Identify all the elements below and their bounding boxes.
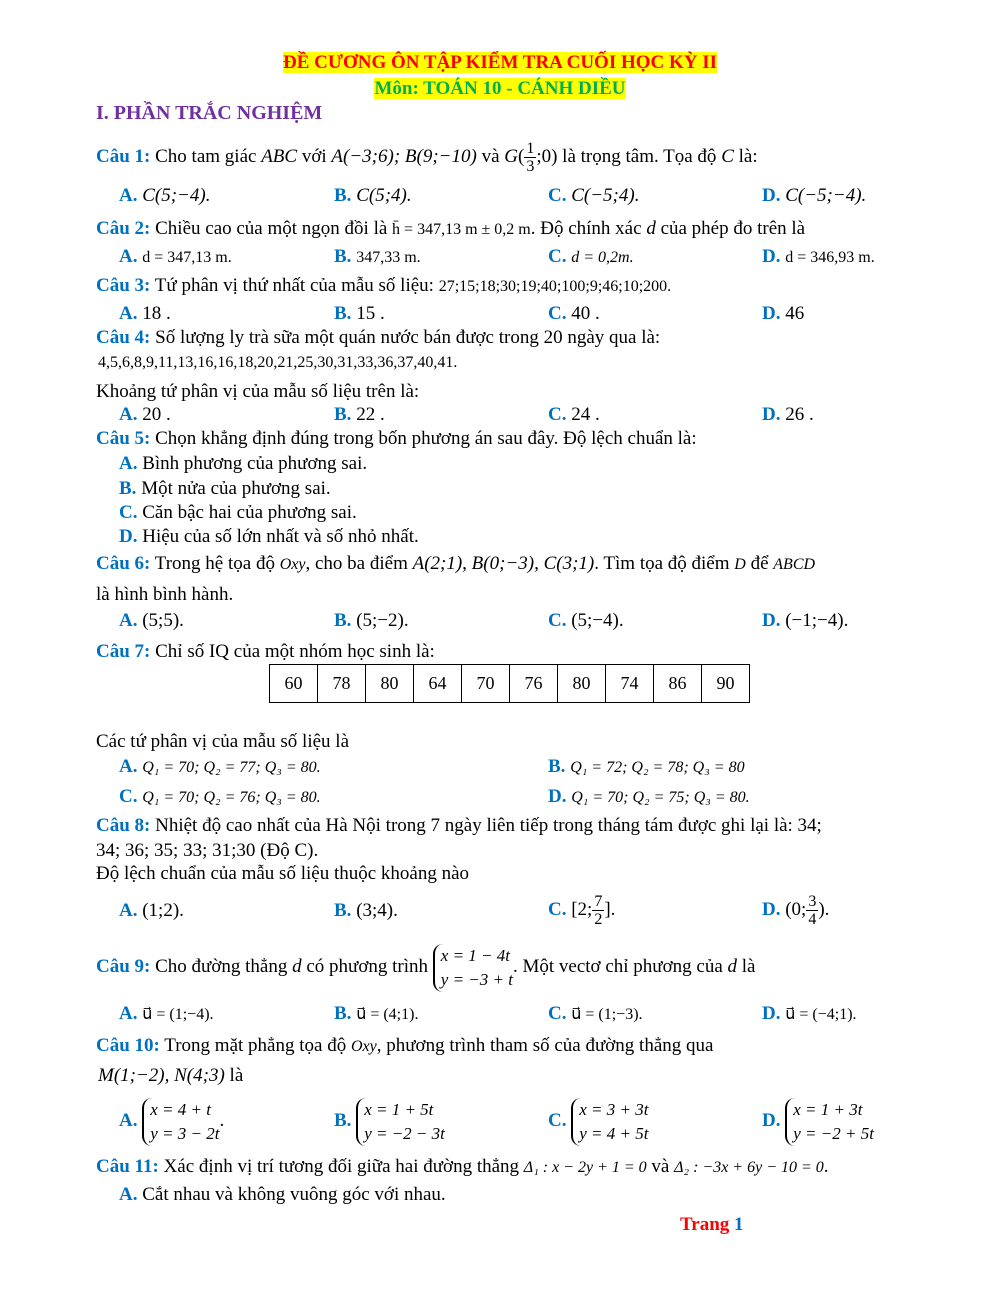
q8-continuation: 34; 36; 35; 33; 31;30 (Độ C). bbox=[96, 840, 319, 861]
q5-option-d[interactable]: D. Hiệu của số lớn nhất và số nhỏ nhất. bbox=[119, 526, 419, 547]
iq-table bbox=[269, 664, 750, 703]
table-row bbox=[270, 665, 750, 703]
table-cell: 80 bbox=[366, 665, 414, 703]
q3-option-d[interactable]: D. 46 bbox=[762, 303, 805, 324]
table-cell: 80 bbox=[558, 665, 606, 703]
q9-system: x = 1 − 4t y = −3 + t bbox=[433, 944, 513, 992]
table-cell: 64 bbox=[414, 665, 462, 703]
q6-option-a[interactable]: A. (5;5). bbox=[119, 610, 184, 631]
question-5: Câu 5: Chọn khẳng định đúng trong bốn phương án sau đây. Độ lệch chuẩn là: bbox=[96, 428, 697, 449]
q7-option-d[interactable]: D. Q₁ = 70; Q₂ = 75; Q₃ = 80. bbox=[548, 786, 750, 807]
table-cell: 90 bbox=[702, 665, 750, 703]
q10-option-d[interactable]: D. x = 1 + 3t y = −2 + 5t bbox=[762, 1096, 874, 1146]
q10-option-c[interactable]: C. x = 3 + 3t y = 4 + 5t bbox=[548, 1096, 648, 1146]
q9-option-d[interactable]: D. u⃗ = (−4;1). bbox=[762, 1003, 857, 1024]
question-2: Câu 2: Chiều cao của một ngọn đồi là h̄ = 347,13 m ± 0,2 m. Độ chính xác d của phép đo trên là bbox=[96, 218, 806, 239]
q4-prompt: Khoảng tứ phân vị của mẫu số liệu trên là: bbox=[96, 381, 420, 402]
table-cell: 78 bbox=[318, 665, 366, 703]
q9-option-c[interactable]: C. u⃗ = (1;−3). bbox=[548, 1003, 643, 1024]
q3-option-c[interactable]: C. 40 . bbox=[548, 303, 600, 324]
table-cell: 76 bbox=[510, 665, 558, 703]
question-9: Câu 9: Cho đường thẳng d có phương trình x = 1 − 4t y = −3 + t . Một vectơ chỉ phương của d là bbox=[96, 942, 755, 992]
q7-option-b[interactable]: B. Q₁ = 72; Q₂ = 78; Q₃ = 80 bbox=[548, 756, 745, 777]
question-1: Câu 1: Cho tam giác ABC với A(−3;6); B(9;−10) và G( $\frac{1}{3}$ ;0) là trọng tâm. Tọa độ C là: bbox=[96, 140, 758, 175]
q2-option-b[interactable]: B. 347,33 m. bbox=[334, 246, 421, 267]
q1-option-d[interactable]: D. C(−5;−4). bbox=[762, 185, 867, 206]
q8-option-a[interactable]: A. (1;2). bbox=[119, 900, 184, 921]
table-cell: 60 bbox=[270, 665, 318, 703]
q5-option-b[interactable]: B. Một nửa của phương sai. bbox=[119, 478, 331, 499]
q7-option-c[interactable]: C. Q₁ = 70; Q₂ = 76; Q₃ = 80. bbox=[119, 786, 321, 807]
page-footer: Trang 1 bbox=[680, 1214, 744, 1235]
document-subject: Môn: TOÁN 10 - CÁNH DIỀU bbox=[374, 78, 626, 99]
q9-option-b[interactable]: B. u⃗ = (4;1). bbox=[334, 1003, 419, 1024]
q6-option-b[interactable]: B. (5;−2). bbox=[334, 610, 409, 631]
q1-option-c[interactable]: C. C(−5;4). bbox=[548, 185, 640, 206]
question-10: Câu 10: Trong mặt phẳng tọa độ Oxy, phương trình tham số của đường thẳng qua bbox=[96, 1035, 714, 1056]
q5-option-c[interactable]: C. Căn bậc hai của phương sai. bbox=[119, 502, 357, 523]
question-7: Câu 7: Chỉ số IQ của một nhóm học sinh là: bbox=[96, 641, 435, 662]
question-4: Câu 4: Số lượng ly trà sữa một quán nước bán được trong 20 ngày qua là: bbox=[96, 327, 661, 348]
q8-option-c[interactable]: C. [2; $\frac{7}{2}$ ]. bbox=[548, 893, 616, 929]
question-11: Câu 11: Xác định vị trí tương đối giữa hai đường thẳng Δ₁ : x − 2y + 1 = 0 và Δ₂ : −3x + 6y − 10 = 0. bbox=[96, 1156, 829, 1177]
q1-option-b[interactable]: B. C(5;4). bbox=[334, 185, 412, 206]
q2-option-c[interactable]: C. d = 0,2m. bbox=[548, 246, 634, 267]
q6-option-c[interactable]: C. (5;−4). bbox=[548, 610, 624, 631]
question-3: Câu 3: Tứ phân vị thứ nhất của mẫu số liệu: 27;15;18;30;19;40;100;9;46;10;200. bbox=[96, 275, 672, 296]
q10-option-a[interactable]: A. x = 4 + t y = 3 − 2t . bbox=[119, 1096, 224, 1146]
q8-option-b[interactable]: B. (3;4). bbox=[334, 900, 398, 921]
q3-option-a[interactable]: A. 18 . bbox=[119, 303, 171, 324]
section-heading: I. PHẦN TRẮC NGHIỆM bbox=[96, 102, 323, 124]
q4-option-d[interactable]: D. 26 . bbox=[762, 404, 814, 425]
q7-prompt: Các tứ phân vị của mẫu số liệu là bbox=[96, 731, 350, 752]
q11-option-a[interactable]: A. Cắt nhau và không vuông góc với nhau. bbox=[119, 1184, 446, 1205]
table-cell: 70 bbox=[462, 665, 510, 703]
q9-option-a[interactable]: A. u⃗ = (1;−4). bbox=[119, 1003, 214, 1024]
q10-continuation: M(1;−2), N(4;3) là bbox=[98, 1065, 244, 1086]
q6-continuation: là hình bình hành. bbox=[96, 584, 234, 605]
q6-option-d[interactable]: D. (−1;−4). bbox=[762, 610, 849, 631]
q4-data: 4,5,6,8,9,11,13,16,16,18,20,21,25,30,31,33,36,37,40,41. bbox=[98, 354, 458, 371]
q4-option-c[interactable]: C. 24 . bbox=[548, 404, 600, 425]
q8-prompt: Độ lệch chuẩn của mẫu số liệu thuộc khoảng nào bbox=[96, 863, 470, 884]
document-title: ĐỀ CƯƠNG ÔN TẬP KIỂM TRA CUỐI HỌC KỲ II bbox=[282, 52, 718, 73]
q2-option-a[interactable]: A. d = 347,13 m. bbox=[119, 246, 232, 267]
q3-option-b[interactable]: B. 15 . bbox=[334, 303, 385, 324]
q1-option-a[interactable]: A. C(5;−4). bbox=[119, 185, 211, 206]
q4-option-a[interactable]: A. 20 . bbox=[119, 404, 171, 425]
q10-option-b[interactable]: B. x = 1 + 5t y = −2 − 3t bbox=[334, 1096, 445, 1146]
q8-option-d[interactable]: D. (0; $\frac{3}{4}$ ). bbox=[762, 893, 830, 929]
question-6: Câu 6: Trong hệ tọa độ Oxy, cho ba điểm A(2;1), B(0;−3), C(3;1). Tìm tọa độ điểm D để ABCD bbox=[96, 553, 816, 574]
table-cell: 74 bbox=[606, 665, 654, 703]
q2-option-d[interactable]: D. d = 346,93 m. bbox=[762, 246, 875, 267]
q7-option-a[interactable]: A. Q₁ = 70; Q₂ = 77; Q₃ = 80. bbox=[119, 756, 321, 777]
question-8: Câu 8: Nhiệt độ cao nhất của Hà Nội trong 7 ngày liên tiếp trong tháng tám được ghi lại là: 34; bbox=[96, 815, 822, 836]
table-cell: 86 bbox=[654, 665, 702, 703]
q4-option-b[interactable]: B. 22 . bbox=[334, 404, 385, 425]
q5-option-a[interactable]: A. Bình phương của phương sai. bbox=[119, 453, 368, 474]
